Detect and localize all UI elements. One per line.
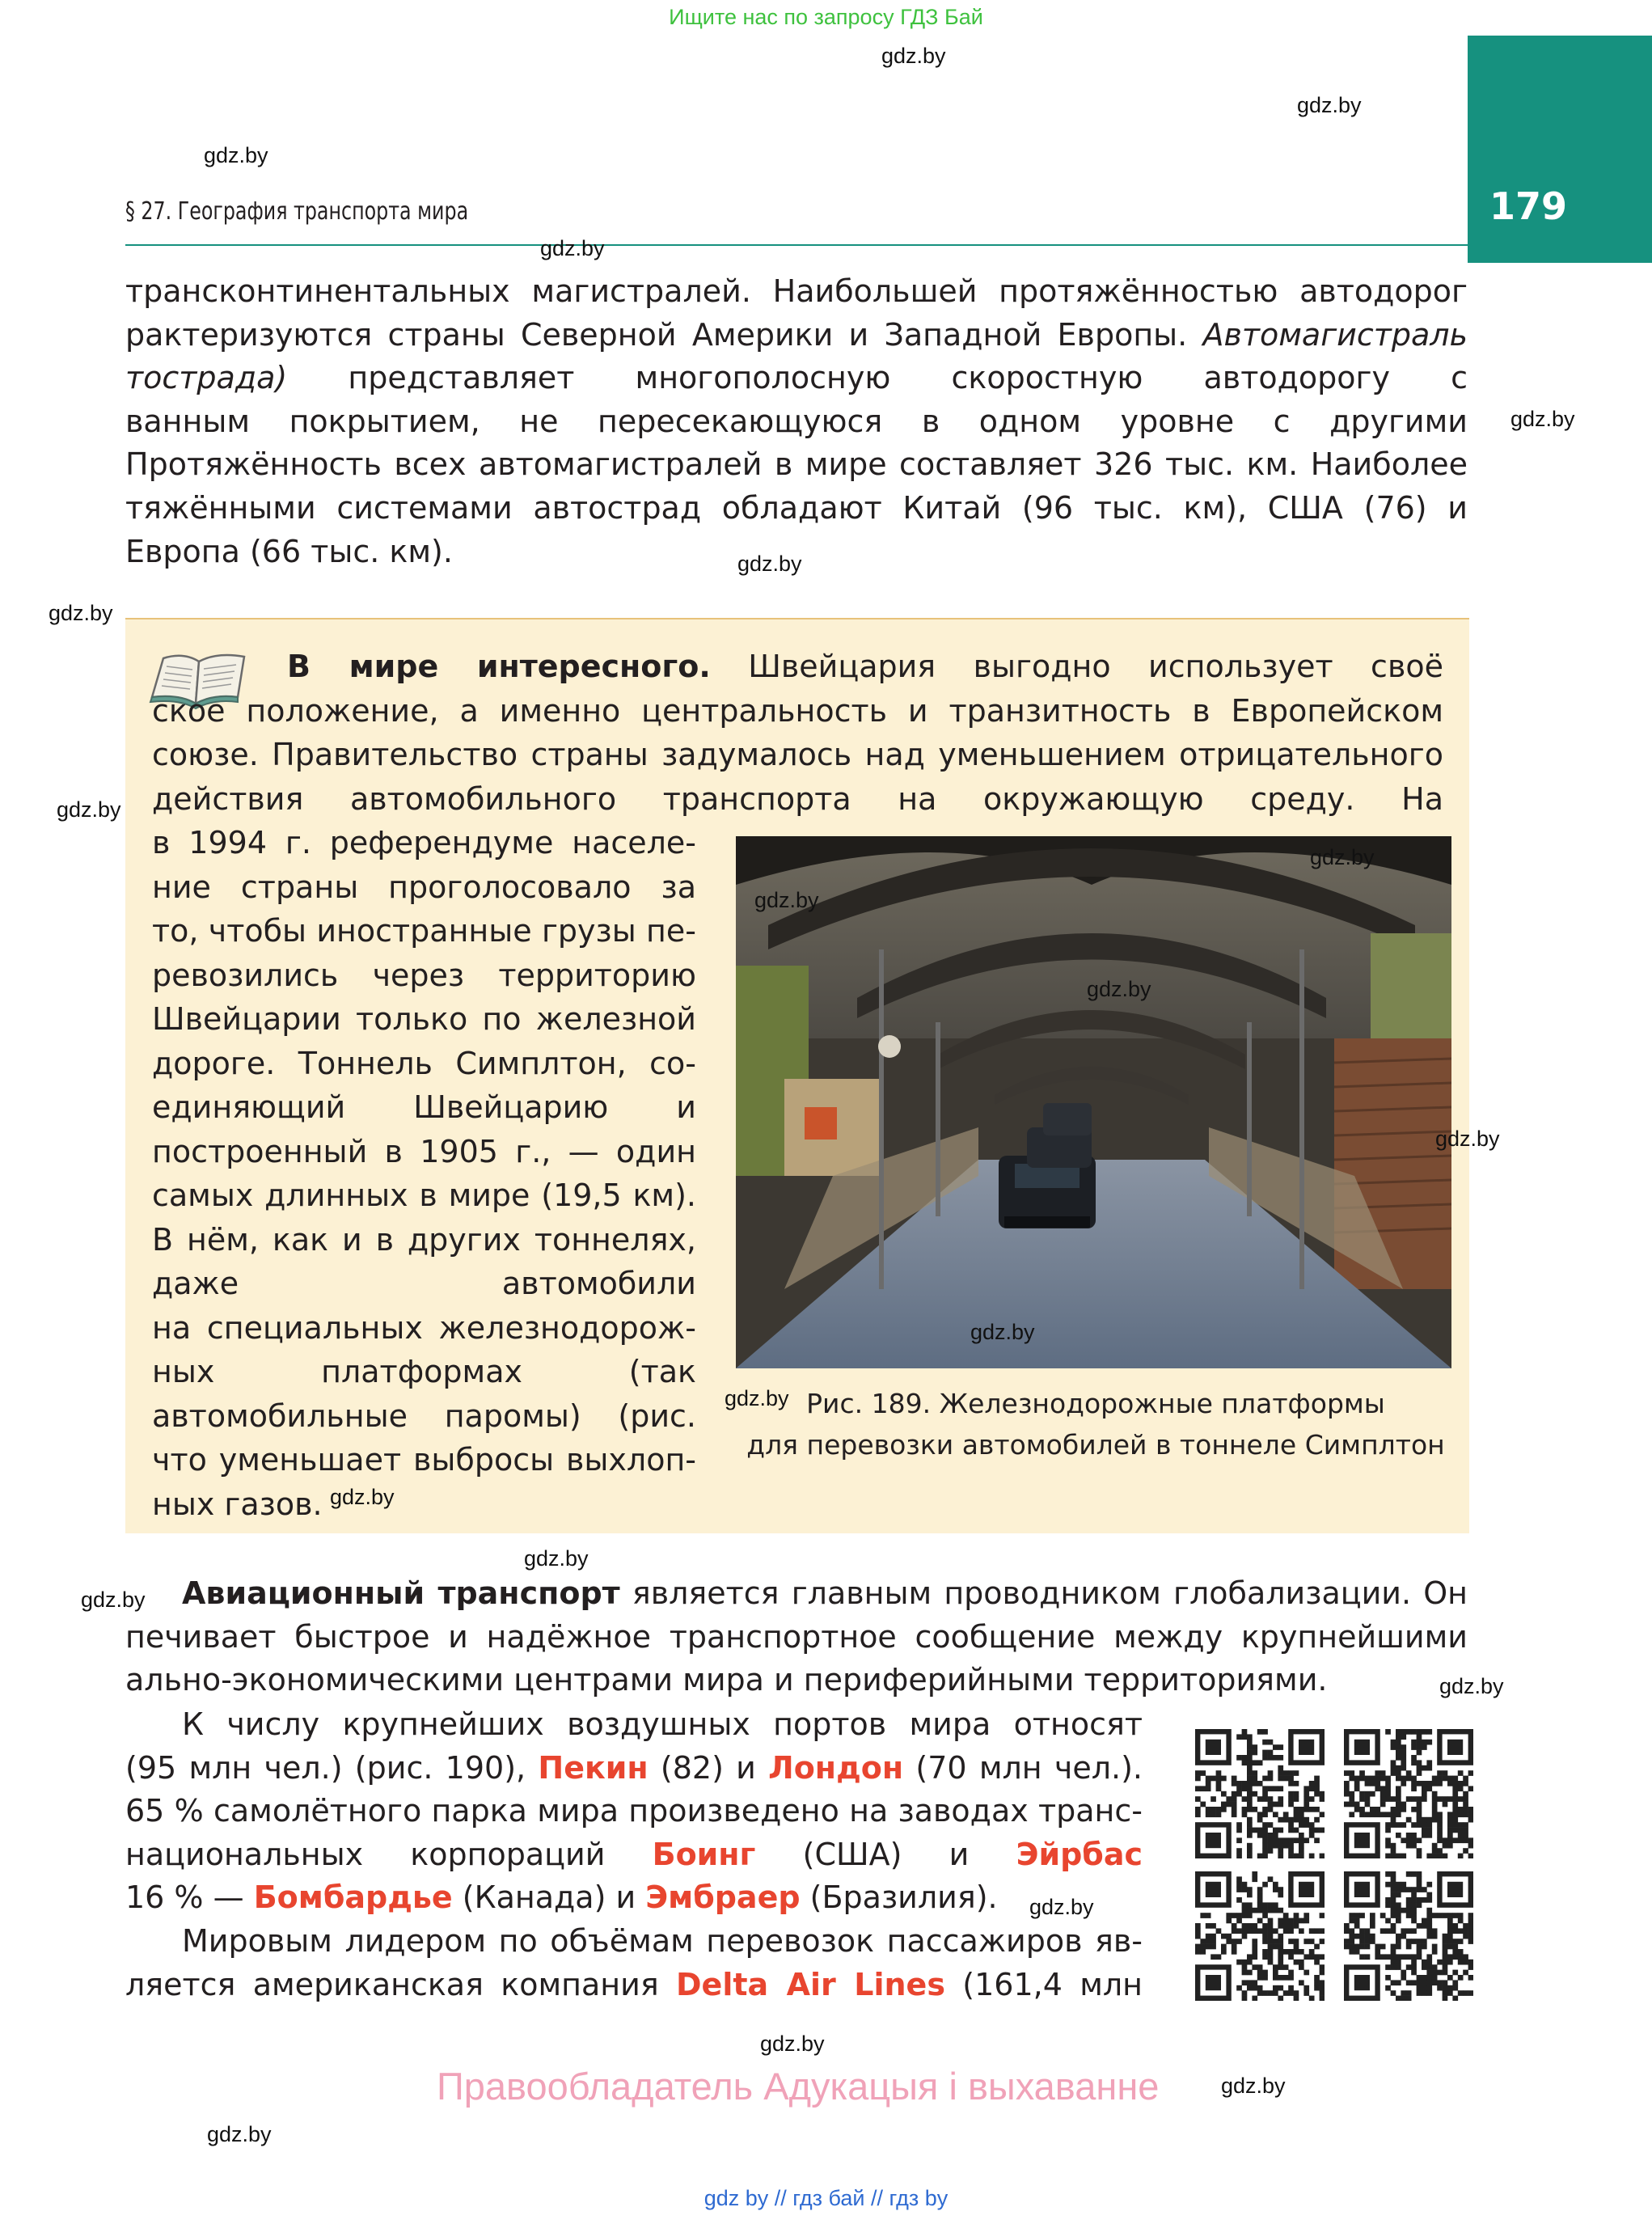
watermark: gdz.by bbox=[725, 1386, 789, 1410]
watermark: gdz.by bbox=[1297, 93, 1362, 117]
text-line: 16 % — Бомбардье (Канада) и Эмбраер (Бразилия). bbox=[125, 1879, 998, 1916]
text-line: ных газов. bbox=[152, 1486, 323, 1522]
text-line: К числу крупнейших воздушных портов мира относят bbox=[182, 1706, 1143, 1742]
page-number: 179 bbox=[1489, 184, 1568, 228]
text-line: В нём, как и в других тоннелях, bbox=[152, 1221, 696, 1258]
text-line: национальных корпораций Боинг (США) и Эйрбас bbox=[125, 1836, 1143, 1872]
section-title: § 27. География транспорта мира bbox=[125, 197, 469, 226]
text-line: что уменьшает выбросы выхлоп- bbox=[152, 1442, 696, 1478]
text-line: трансконтинентальных магистралей. Наибольшей протяжённостью автодорог bbox=[125, 273, 1468, 309]
watermark: gdz.by bbox=[760, 2032, 825, 2056]
text-line: ных платформах (так bbox=[152, 1354, 696, 1389]
text-line: рактеризуются страны Северной Америки и Западной Европы. Автомагистраль bbox=[125, 316, 1468, 353]
text-line: ние страны проголосовало за bbox=[152, 869, 696, 905]
watermark: gdz.by bbox=[540, 236, 605, 260]
text-line: союзе. Правительство страны задумалось над уменьшением отрицательного bbox=[152, 737, 1443, 772]
text-line: автомобильные паромы) (рис. bbox=[152, 1397, 696, 1434]
header-divider bbox=[125, 244, 1468, 246]
highlight-delta: Delta Air Lines bbox=[676, 1966, 945, 2002]
rights-holder-notice: Правообладатель Адукацыя і выхаванне bbox=[437, 2065, 1160, 2108]
watermark: gdz.by bbox=[330, 1485, 395, 1509]
text-line: ванным покрытием, не пересекающуюся в одном уровне с другими bbox=[125, 403, 1468, 439]
watermark: gdz.by bbox=[970, 1320, 1035, 1344]
text-line: ляется американская компания Delta Air Lines (161,4 млн bbox=[125, 1966, 1143, 2002]
text-line: даже автомобили bbox=[152, 1266, 696, 1301]
text-line: дороге. Тоннель Симплтон, со- bbox=[152, 1045, 696, 1081]
text-line: действия автомобильного транспорта на окружающую среду. На bbox=[152, 780, 1443, 817]
watermark: gdz.by bbox=[1435, 1127, 1500, 1151]
text-line: ревозились через территорию bbox=[152, 957, 696, 993]
text-line: ально-экономическими центрами мира и периферийными территориями. bbox=[125, 1662, 1328, 1698]
text-line: Авиационный транспорт является главным проводником глобализации. Он bbox=[182, 1575, 1468, 1611]
text-line: ское положение, а именно центральность и транзитность в Европейском bbox=[152, 692, 1443, 729]
watermark: gdz.by bbox=[49, 601, 113, 625]
qr-code-icon[interactable] bbox=[1195, 1729, 1325, 1858]
qr-code-icon[interactable] bbox=[1344, 1729, 1473, 1858]
text-line: тяжёнными системами автострад обладают Китай (96 тыс. км), США (76) и bbox=[125, 489, 1468, 526]
watermark: gdz.by bbox=[57, 797, 121, 822]
qr-code-icon[interactable] bbox=[1344, 1871, 1473, 2001]
text-line: 65 % самолётного парка мира произведено на заводах транс- bbox=[125, 1793, 1143, 1829]
watermark: gdz.by bbox=[881, 44, 946, 68]
text-line: В мире интересного. Швейцария выгодно использует своё bbox=[287, 649, 1443, 684]
watermark: gdz.by bbox=[737, 552, 802, 576]
paragraph-highways bbox=[125, 270, 1468, 573]
text-line: в 1994 г. референдуме населе- bbox=[152, 825, 696, 860]
watermark: gdz.by bbox=[81, 1588, 146, 1612]
paragraph-airports bbox=[125, 1703, 1143, 2006]
box-text-full bbox=[152, 689, 1443, 822]
text-line: то, чтобы иностранные грузы пе- bbox=[152, 913, 696, 949]
tunnel-car-train-photo bbox=[736, 836, 1451, 1368]
watermark: gdz.by bbox=[754, 888, 819, 912]
text-line: самых длинных в мире (19,5 км). bbox=[152, 1178, 696, 1213]
page-number-tab bbox=[1468, 36, 1652, 263]
text-line: Европа (66 тыс. км). bbox=[125, 533, 453, 569]
box-heading: В мире интересного. bbox=[287, 649, 711, 684]
text-line: Протяжённость всех автомагистралей в мире составляет 326 тыс. км. Наиболее bbox=[125, 446, 1468, 483]
top-banner[interactable]: Ищите нас по запросу ГДЗ Бай bbox=[669, 5, 983, 29]
aviation-term: Авиационный транспорт bbox=[182, 1575, 620, 1611]
box-text-narrow bbox=[152, 821, 696, 1526]
watermark: gdz.by bbox=[1310, 845, 1375, 869]
figure-caption: Рис. 189. Железнодорожные платформы для перевозки автомобилей в тоннеле Симплтон bbox=[746, 1388, 1445, 1461]
text-line: построенный в 1905 г., — один bbox=[152, 1133, 696, 1169]
text-line: Швейцарии только по железной bbox=[152, 1001, 696, 1037]
text-line: печивает быстрое и надёжное транспортное сообщение между крупнейшими bbox=[125, 1618, 1468, 1655]
watermark: gdz.by bbox=[1221, 2074, 1286, 2098]
text-line: (95 млн чел.) (рис. 190), Пекин (82) и Лондон (70 млн чел.). bbox=[125, 1749, 1143, 1786]
watermark: gdz.by bbox=[207, 2122, 272, 2146]
box-text-top bbox=[287, 645, 1443, 689]
text-line: на специальных железнодорож- bbox=[152, 1309, 696, 1346]
footer-links[interactable]: gdz by // гдз бай // гдз by bbox=[703, 2186, 949, 2210]
watermark: gdz.by bbox=[204, 143, 268, 167]
watermark: gdz.by bbox=[1087, 977, 1151, 1001]
paragraph-aviation bbox=[125, 1572, 1468, 1702]
watermark: gdz.by bbox=[1439, 1674, 1504, 1698]
watermark: gdz.by bbox=[1510, 407, 1575, 431]
text-line: единяющий Швейцарию и bbox=[152, 1089, 696, 1125]
watermark: gdz.by bbox=[1029, 1895, 1094, 1919]
qr-code-icon[interactable] bbox=[1195, 1871, 1325, 2001]
text-line: тострада) представляет многополосную скоростную автодорогу с bbox=[125, 360, 1468, 396]
watermark: gdz.by bbox=[524, 1546, 589, 1571]
text-line: Мировым лидером по объёмам перевозок пассажиров яв- bbox=[182, 1922, 1143, 1959]
